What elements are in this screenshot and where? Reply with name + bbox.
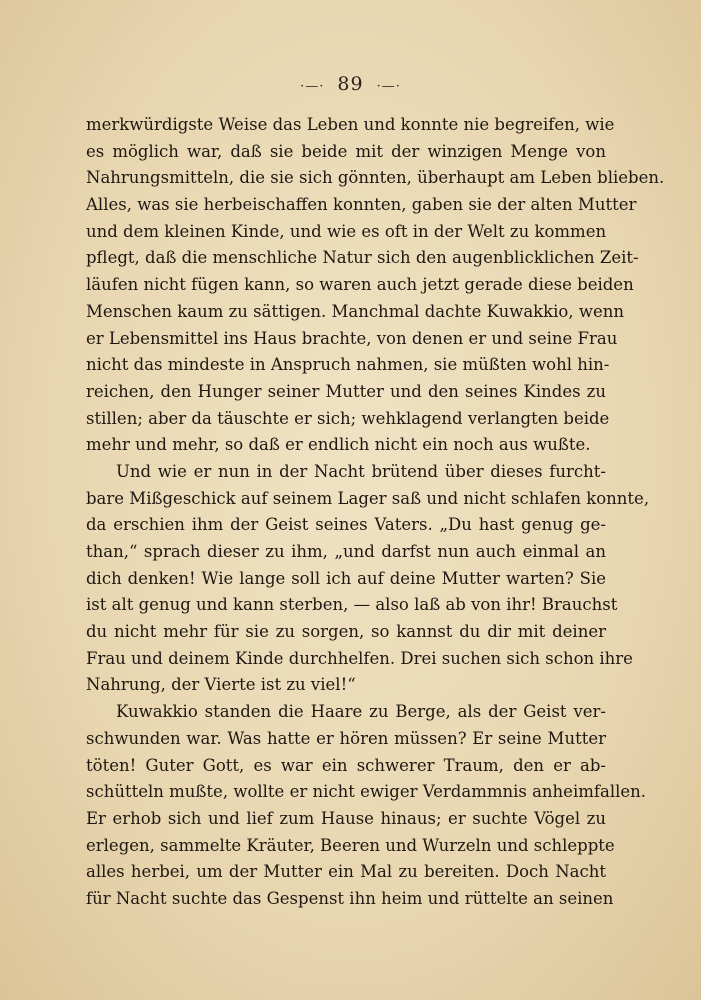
- text-line: nicht das mindeste in Anspruch nahmen, sie müßten wohl hin-: [86, 355, 610, 375]
- text-line: Er erhob sich und lief zum Hause hinaus; er suchte Vögel zu: [86, 808, 606, 828]
- header-ornament-left: ·—·: [300, 79, 325, 94]
- text-line: erlegen, sammelte Kräuter, Beeren und Wurzeln und schleppte: [86, 835, 615, 855]
- text-line: pflegt, daß die menschliche Natur sich den augenblicklichen Zeit-: [86, 248, 639, 268]
- text-line: ist alt genug und kann sterben, — also laß ab von ihr! Brauchst: [86, 595, 618, 615]
- body-text: [86, 112, 665, 913]
- header-ornament-right: ·—·: [376, 79, 401, 94]
- text-line: töten! Guter Gott, es war ein schwerer Traum, den er ab-: [86, 755, 606, 775]
- text-line: und dem kleinen Kinde, und wie es oft in der Welt zu kommen: [86, 221, 607, 241]
- text-line: alles herbei, um der Mutter ein Mal zu bereiten. Doch Nacht: [86, 862, 606, 882]
- text-line: schwunden war. Was hatte er hören müssen? Er seine Mutter: [86, 728, 606, 748]
- text-line: Nahrung, der Vierte ist zu viel!“: [86, 675, 356, 695]
- text-line: läufen nicht fügen kann, so waren auch jetzt gerade diese beiden: [86, 275, 634, 295]
- text-line: du nicht mehr für sie zu sorgen, so kannst du dir mit deiner: [86, 622, 606, 642]
- text-line: er Lebensmittel ins Haus brachte, von denen er und seine Frau: [86, 328, 618, 348]
- text-line: than,“ sprach dieser zu ihm, „und darfst nun auch einmal an: [86, 542, 606, 561]
- text-line: Nahrungsmitteln, die sie sich gönnten, überhaupt am Leben blieben.: [86, 168, 665, 188]
- text-line: da erschien ihm der Geist seines Vaters. „Du hast genug ge-: [86, 515, 606, 535]
- text-line: bare Mißgeschick auf seinem Lager saß und nicht schlafen konnte,: [86, 488, 650, 508]
- text-line: stillen; aber da täuschte er sich; wehklagend verlangten beide: [86, 408, 610, 428]
- text-line: Menschen kaum zu sättigen. Manchmal dachte Kuwakkio, wenn: [86, 301, 624, 321]
- text-line: Alles, was sie herbeischaffen konnten, gaben sie der alten Mutter: [86, 195, 637, 215]
- text-line: Und wie er nun in der Nacht brütend über dieses furcht-: [116, 461, 606, 481]
- page-number: 89: [337, 73, 364, 95]
- text-line: für Nacht suchte das Gespenst ihn heim und rüttelte an seinen: [86, 888, 614, 908]
- text-line: Frau und deinem Kinde durchhelfen. Drei suchen sich schon ihre: [86, 648, 633, 668]
- text-line: schütteln mußte, wollte er nicht ewiger Verdammnis anheimfallen.: [86, 782, 647, 802]
- page-header: [0, 73, 701, 95]
- text-line: Kuwakkio standen die Haare zu Berge, als der Geist ver-: [116, 702, 606, 722]
- text-line: mehr und mehr, so daß er endlich nicht ein noch aus wußte.: [86, 435, 591, 455]
- text-line: dich denken! Wie lange soll ich auf deine Mutter warten? Sie: [86, 568, 606, 588]
- text-line: es möglich war, daß sie beide mit der winzigen Menge von: [86, 141, 606, 161]
- text-line: reichen, den Hunger seiner Mutter und den seines Kindes zu: [86, 381, 606, 401]
- text-line: merkwürdigste Weise das Leben und konnte nie begreifen, wie: [86, 115, 615, 134]
